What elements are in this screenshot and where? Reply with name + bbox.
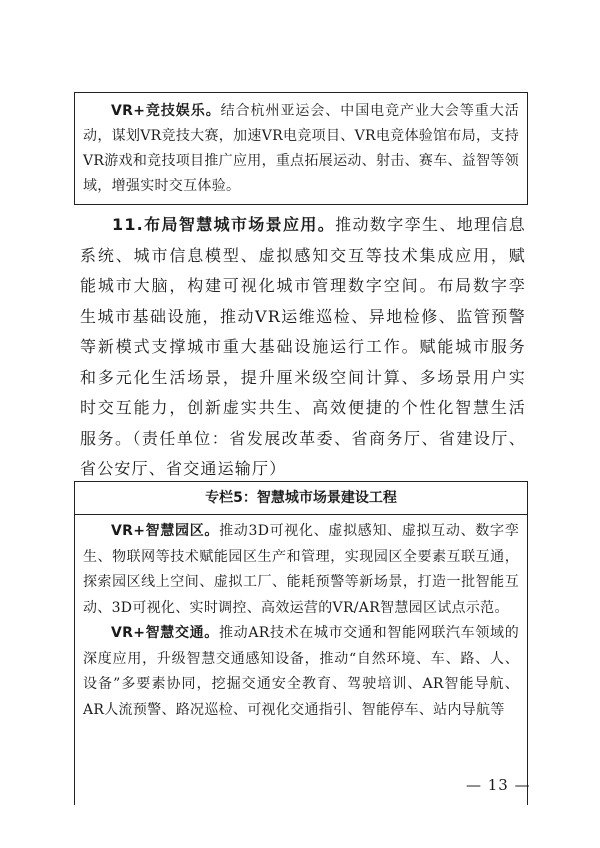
column-item-text: 推动3D可视化、虚拟感知、虚拟互动、数字孪生、物联网等技术赋能园区生产和管理，实现园区全要素互联互通，探索园区线上空间、虚拟工厂、能耗预警等新场景，打造一批智能互动、3D可视化、实时调控、高效运营的VR/AR智慧园区试点示范。 (83, 523, 519, 616)
section-11-paragraph (80, 210, 526, 485)
callout-box-vr-esports (74, 92, 528, 205)
column-box-5 (74, 481, 528, 805)
callout-paragraph (83, 99, 519, 199)
column-item-text: 推动AR技术在城市交通和智能网联汽车领域的深度应用，升级智慧交通感知设备，推动“自然环境、车、路、人、设备”多要素协同，挖掘交通安全教育、驾驶培训、AR智能导航、AR人流预警、路况巡检、可视化交通指引、智能停车、站内导航等 (83, 625, 519, 718)
column-item-lead: VR+智慧交通。 (111, 625, 219, 641)
column-item-lead: VR+智慧园区。 (111, 523, 220, 539)
section-11-text: 推动数字孪生、地理信息系统、城市信息模型、虚拟感知交互等技术集成应用，赋能城市大脑，构建可视化城市管理数字空间。布局数字孪生城市基础设施，推动VR运维巡检、异地检修、监管预警等新模式支撑城市重大基础设施运行工作。赋能城市服务和多元化生活场景，提升厘米级空间计算、多场景用户实时交互能力，创新虚实共生、高效便捷的个性化智慧生活服务。（责任单位：省发展改革委、省商务厅、省建设厅、省公安厅、省交通运输厅） (80, 215, 526, 478)
column-item-smart-park (83, 519, 519, 621)
column-body (75, 515, 527, 723)
section-11-heading: 11.布局智慧城市场景应用。 (112, 215, 336, 234)
callout-lead: VR+竞技娱乐。 (111, 103, 221, 119)
column-title: 专栏5：智慧城市场景建设工程 (75, 482, 527, 515)
column-item-smart-transport (83, 621, 519, 723)
page-number: — 13 — (466, 776, 531, 794)
callout-text: 结合杭州亚运会、中国电竞产业大会等重大活动，谋划VR竞技大赛，加速VR电竞项目、VR电竞体验馆布局，支持VR游戏和竞技项目推广应用，重点拓展运动、射击、赛车、益智等领域，增强实时交互体验。 (83, 103, 520, 194)
